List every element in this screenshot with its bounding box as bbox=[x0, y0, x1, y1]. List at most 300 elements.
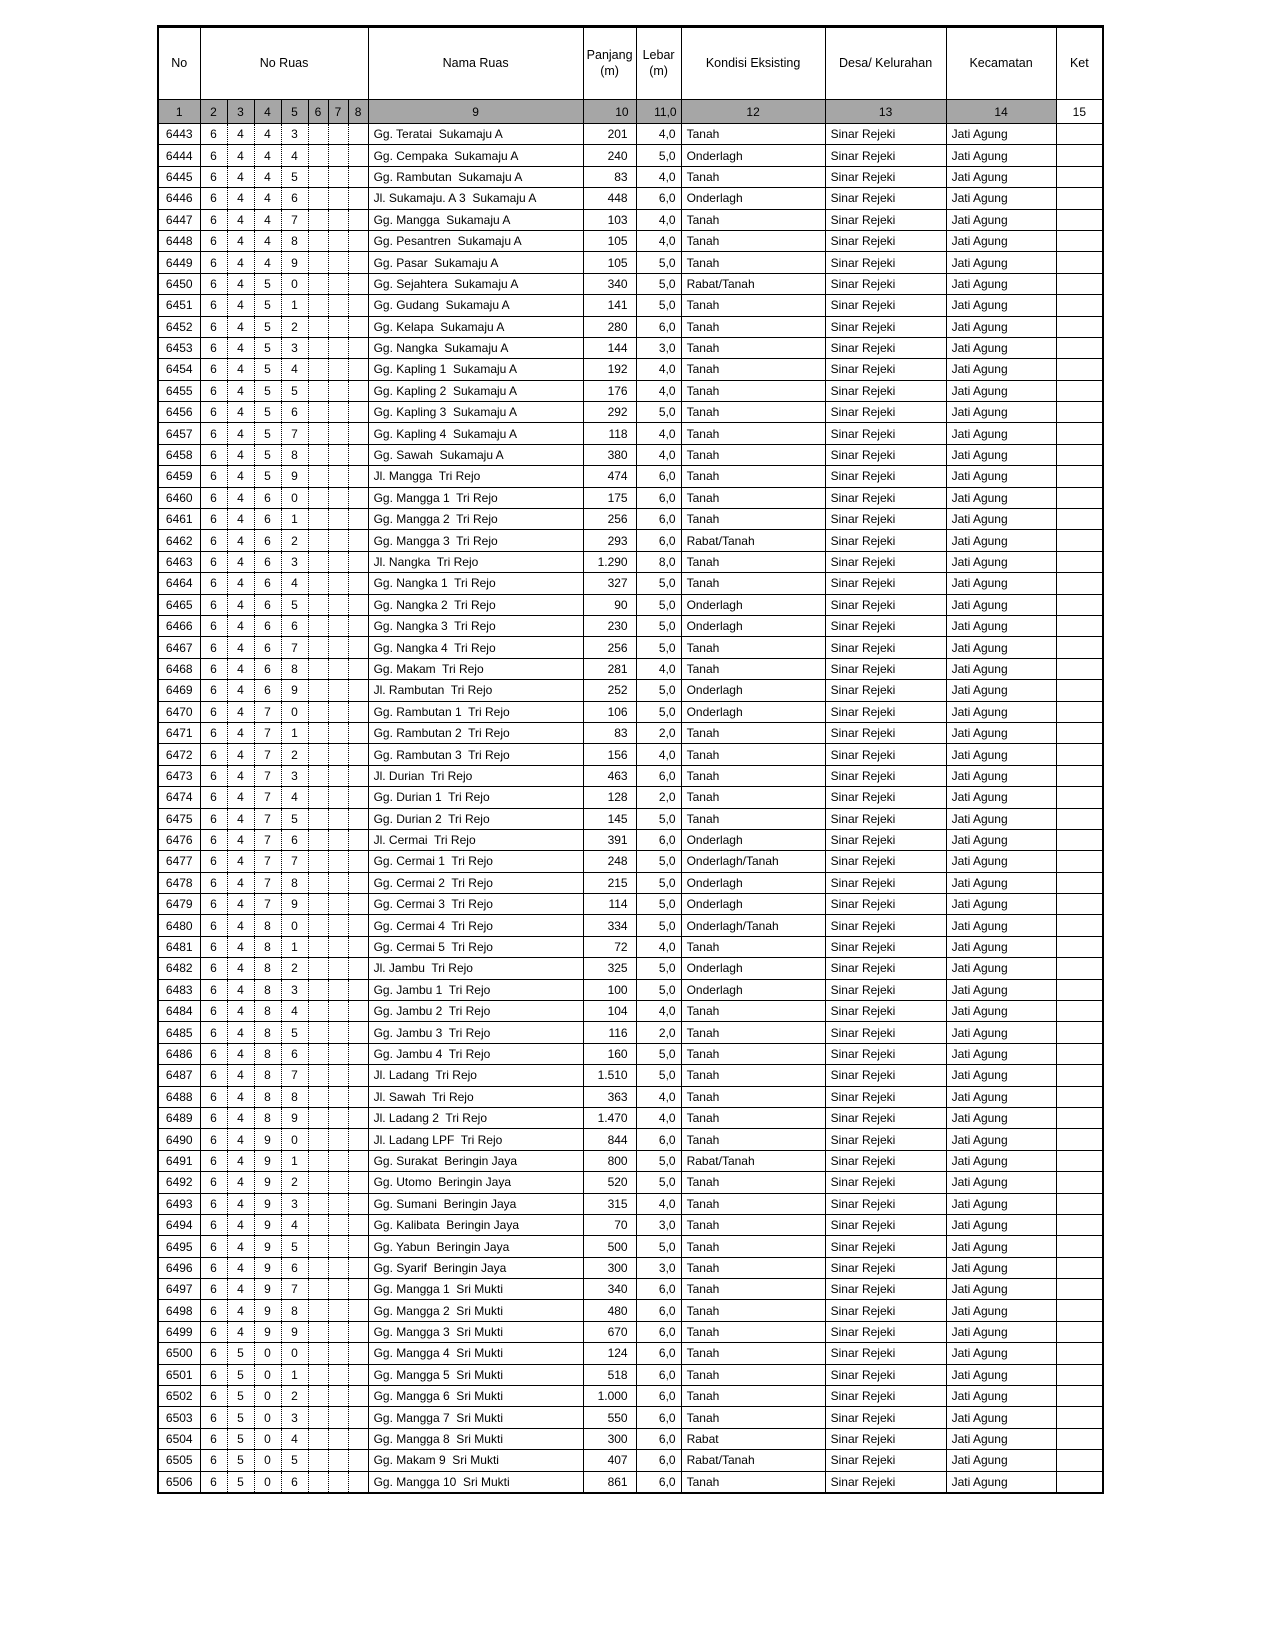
cell-desa-kelurahan: Sinar Rejeki bbox=[825, 295, 946, 316]
cell-panjang: 230 bbox=[583, 615, 636, 636]
cell-ruas-digit-5 bbox=[308, 1193, 328, 1214]
cell-ruas-digit-1: 6 bbox=[200, 1471, 227, 1492]
cell-ruas-digit-2: 4 bbox=[227, 936, 254, 957]
cell-lebar: 6,0 bbox=[636, 1343, 681, 1364]
cell-ruas-digit-5 bbox=[308, 402, 328, 423]
cell-kecamatan: Jati Agung bbox=[946, 1386, 1056, 1407]
cell-panjang: 520 bbox=[583, 1172, 636, 1193]
cell-desa-kelurahan: Sinar Rejeki bbox=[825, 936, 946, 957]
cell-ruas-digit-4: 3 bbox=[281, 765, 308, 786]
cell-panjang: 176 bbox=[583, 380, 636, 401]
cell-ruas-digit-3: 7 bbox=[254, 894, 281, 915]
header-row bbox=[158, 27, 1103, 100]
cell-ket bbox=[1056, 872, 1103, 893]
cell-ruas-digit-4: 9 bbox=[281, 1107, 308, 1128]
cell-ket bbox=[1056, 273, 1103, 294]
cell-kecamatan: Jati Agung bbox=[946, 295, 1056, 316]
cell-nama-ruas: Gg. Mangga 6 Sri Mukti bbox=[368, 1386, 583, 1407]
cell-ruas-digit-2: 4 bbox=[227, 1300, 254, 1321]
cell-kondisi-eksisting: Tanah bbox=[681, 252, 825, 273]
cell-ruas-digit-1: 6 bbox=[200, 1257, 227, 1278]
cell-ruas-digit-1: 6 bbox=[200, 423, 227, 444]
cell-desa-kelurahan: Sinar Rejeki bbox=[825, 615, 946, 636]
table-row bbox=[158, 744, 1103, 765]
cell-ruas-digit-6 bbox=[328, 872, 348, 893]
cell-panjang: 201 bbox=[583, 124, 636, 145]
cell-no: 6465 bbox=[158, 594, 200, 615]
cell-kondisi-eksisting: Tanah bbox=[681, 466, 825, 487]
cell-ruas-digit-5 bbox=[308, 808, 328, 829]
cell-kecamatan: Jati Agung bbox=[946, 230, 1056, 251]
cell-panjang: 100 bbox=[583, 979, 636, 1000]
cell-kondisi-eksisting: Tanah bbox=[681, 380, 825, 401]
cell-ruas-digit-1: 6 bbox=[200, 1001, 227, 1022]
cell-ruas-digit-3: 6 bbox=[254, 594, 281, 615]
cell-nama-ruas: Jl. Ladang LPF Tri Rejo bbox=[368, 1129, 583, 1150]
cell-desa-kelurahan: Sinar Rejeki bbox=[825, 1300, 946, 1321]
cell-desa-kelurahan: Sinar Rejeki bbox=[825, 1214, 946, 1235]
cell-kondisi-eksisting: Tanah bbox=[681, 124, 825, 145]
cell-ket bbox=[1056, 1279, 1103, 1300]
cell-panjang: 128 bbox=[583, 787, 636, 808]
cell-kecamatan: Jati Agung bbox=[946, 1022, 1056, 1043]
cell-ruas-digit-6 bbox=[328, 1257, 348, 1278]
cell-ruas-digit-5 bbox=[308, 1407, 328, 1428]
cell-ket bbox=[1056, 915, 1103, 936]
cell-kondisi-eksisting: Tanah bbox=[681, 444, 825, 465]
cell-kecamatan: Jati Agung bbox=[946, 872, 1056, 893]
cell-panjang: 300 bbox=[583, 1428, 636, 1449]
cell-ruas-digit-1: 6 bbox=[200, 1172, 227, 1193]
cell-ket bbox=[1056, 765, 1103, 786]
cell-ruas-digit-5 bbox=[308, 744, 328, 765]
table-row bbox=[158, 1022, 1103, 1043]
cell-ket bbox=[1056, 1065, 1103, 1086]
cell-panjang: 160 bbox=[583, 1043, 636, 1064]
cell-no: 6484 bbox=[158, 1001, 200, 1022]
cell-ruas-digit-7 bbox=[348, 530, 368, 551]
cell-ruas-digit-4: 5 bbox=[281, 100, 308, 124]
cell-lebar: 5,0 bbox=[636, 273, 681, 294]
cell-ruas-digit-6 bbox=[328, 124, 348, 145]
cell-ruas-digit-3: 6 bbox=[254, 680, 281, 701]
cell-no: 6447 bbox=[158, 209, 200, 230]
cell-ruas-digit-3: 6 bbox=[254, 637, 281, 658]
cell-kondisi-eksisting: Onderlagh bbox=[681, 829, 825, 850]
table-row bbox=[158, 273, 1103, 294]
cell-desa-kelurahan: Sinar Rejeki bbox=[825, 787, 946, 808]
cell-ruas-digit-6 bbox=[328, 316, 348, 337]
cell-ruas-digit-5 bbox=[308, 851, 328, 872]
cell-ruas-digit-5 bbox=[308, 1386, 328, 1407]
cell-ruas-digit-4: 4 bbox=[281, 1214, 308, 1235]
cell-ruas-digit-6 bbox=[328, 252, 348, 273]
cell-desa-kelurahan: Sinar Rejeki bbox=[825, 1001, 946, 1022]
cell-ruas-digit-6 bbox=[328, 1150, 348, 1171]
cell-ruas-digit-2: 4 bbox=[227, 851, 254, 872]
cell-ruas-digit-5 bbox=[308, 637, 328, 658]
cell-ruas-digit-4: 0 bbox=[281, 1343, 308, 1364]
cell-no: 6490 bbox=[158, 1129, 200, 1150]
cell-nama-ruas: Gg. Yabun Beringin Jaya bbox=[368, 1236, 583, 1257]
cell-nama-ruas: Gg. Makam 9 Sri Mukti bbox=[368, 1450, 583, 1471]
cell-panjang: 363 bbox=[583, 1086, 636, 1107]
cell-ruas-digit-3: 6 bbox=[254, 658, 281, 679]
cell-ruas-digit-5 bbox=[308, 230, 328, 251]
cell-ruas-digit-5 bbox=[308, 722, 328, 743]
cell-nama-ruas: Jl. Mangga Tri Rejo bbox=[368, 466, 583, 487]
cell-no: 6473 bbox=[158, 765, 200, 786]
cell-desa-kelurahan: Sinar Rejeki bbox=[825, 466, 946, 487]
cell-nama-ruas: Gg. Mangga 1 Tri Rejo bbox=[368, 487, 583, 508]
cell-no: 6476 bbox=[158, 829, 200, 850]
cell-nama-ruas: Gg. Teratai Sukamaju A bbox=[368, 124, 583, 145]
cell-ruas-digit-4: 2 bbox=[281, 744, 308, 765]
cell-ruas-digit-4: 0 bbox=[281, 273, 308, 294]
cell-ruas-digit-6 bbox=[328, 359, 348, 380]
cell-desa-kelurahan: Sinar Rejeki bbox=[825, 701, 946, 722]
cell-ruas-digit-7 bbox=[348, 1193, 368, 1214]
cell-no: 6496 bbox=[158, 1257, 200, 1278]
cell-nama-ruas: Jl. Sawah Tri Rejo bbox=[368, 1086, 583, 1107]
cell-kondisi-eksisting: Tanah bbox=[681, 1407, 825, 1428]
cell-ruas-digit-4: 1 bbox=[281, 1364, 308, 1385]
cell-ruas-digit-3: 9 bbox=[254, 1193, 281, 1214]
cell-ruas-digit-3: 0 bbox=[254, 1386, 281, 1407]
cell-ruas-digit-2: 4 bbox=[227, 808, 254, 829]
cell-ruas-digit-1: 6 bbox=[200, 829, 227, 850]
cell-ruas-digit-6 bbox=[328, 680, 348, 701]
table-row bbox=[158, 1150, 1103, 1171]
cell-nama-ruas: Gg. Mangga 10 Sri Mukti bbox=[368, 1471, 583, 1492]
cell-ruas-digit-6 bbox=[328, 1450, 348, 1471]
cell-ruas-digit-5 bbox=[308, 573, 328, 594]
table-row bbox=[158, 530, 1103, 551]
cell-desa-kelurahan: Sinar Rejeki bbox=[825, 1172, 946, 1193]
cell-kondisi-eksisting: Tanah bbox=[681, 573, 825, 594]
cell-kecamatan: Jati Agung bbox=[946, 894, 1056, 915]
cell-nama-ruas: Gg. Gudang Sukamaju A bbox=[368, 295, 583, 316]
cell-lebar: 4,0 bbox=[636, 744, 681, 765]
cell-ruas-digit-3: 5 bbox=[254, 316, 281, 337]
road-register-table bbox=[157, 25, 1104, 1494]
cell-ruas-digit-2: 4 bbox=[227, 209, 254, 230]
cell-kondisi-eksisting: Tanah bbox=[681, 765, 825, 786]
header-no-ruas: No Ruas bbox=[200, 27, 368, 100]
cell-lebar: 5,0 bbox=[636, 894, 681, 915]
cell-ruas-digit-1: 6 bbox=[200, 637, 227, 658]
cell-ket bbox=[1056, 423, 1103, 444]
cell-ket bbox=[1056, 1001, 1103, 1022]
cell-ruas-digit-5 bbox=[308, 295, 328, 316]
table-row bbox=[158, 1300, 1103, 1321]
cell-ruas-digit-6 bbox=[328, 1279, 348, 1300]
cell-ruas-digit-2: 4 bbox=[227, 295, 254, 316]
cell-nama-ruas: Gg. Nangka 4 Tri Rejo bbox=[368, 637, 583, 658]
cell-ruas-digit-6 bbox=[328, 594, 348, 615]
table-row bbox=[158, 337, 1103, 358]
table-row bbox=[158, 1043, 1103, 1064]
cell-nama-ruas: Gg. Rambutan Sukamaju A bbox=[368, 166, 583, 187]
table-row bbox=[158, 872, 1103, 893]
cell-ruas-digit-4: 5 bbox=[281, 1450, 308, 1471]
cell-panjang: 380 bbox=[583, 444, 636, 465]
cell-ruas-digit-4: 4 bbox=[281, 359, 308, 380]
cell-ruas-digit-7 bbox=[348, 936, 368, 957]
cell-kondisi-eksisting: Tanah bbox=[681, 337, 825, 358]
cell-panjang: 448 bbox=[583, 188, 636, 209]
cell-no: 6458 bbox=[158, 444, 200, 465]
cell-kondisi-eksisting: Tanah bbox=[681, 1343, 825, 1364]
cell-ruas-digit-6 bbox=[328, 509, 348, 530]
cell-kondisi-eksisting: Tanah bbox=[681, 1129, 825, 1150]
cell-ket bbox=[1056, 1129, 1103, 1150]
cell-no: 6480 bbox=[158, 915, 200, 936]
table-row bbox=[158, 1107, 1103, 1128]
cell-ruas-digit-1: 6 bbox=[200, 1065, 227, 1086]
cell-ruas-digit-7 bbox=[348, 851, 368, 872]
cell-panjang: 500 bbox=[583, 1236, 636, 1257]
cell-panjang: 83 bbox=[583, 722, 636, 743]
cell-desa-kelurahan: Sinar Rejeki bbox=[825, 722, 946, 743]
cell-desa-kelurahan: Sinar Rejeki bbox=[825, 1065, 946, 1086]
cell-ruas-digit-7 bbox=[348, 509, 368, 530]
cell-ket bbox=[1056, 145, 1103, 166]
cell-no: 6499 bbox=[158, 1321, 200, 1342]
table-row bbox=[158, 1343, 1103, 1364]
cell-kondisi-eksisting: Tanah bbox=[681, 1364, 825, 1385]
cell-lebar: 6,0 bbox=[636, 1428, 681, 1449]
cell-no: 6450 bbox=[158, 273, 200, 294]
cell-ruas-digit-5 bbox=[308, 188, 328, 209]
cell-lebar: 5,0 bbox=[636, 958, 681, 979]
cell-ruas-digit-1: 6 bbox=[200, 402, 227, 423]
cell-kecamatan: Jati Agung bbox=[946, 936, 1056, 957]
cell-ket bbox=[1056, 936, 1103, 957]
table-header bbox=[158, 27, 1103, 124]
cell-ket bbox=[1056, 1471, 1103, 1492]
table-row bbox=[158, 551, 1103, 572]
table-row bbox=[158, 894, 1103, 915]
cell-panjang: 1.000 bbox=[583, 1386, 636, 1407]
cell-kondisi-eksisting: Tanah bbox=[681, 359, 825, 380]
cell-ruas-digit-4: 9 bbox=[281, 894, 308, 915]
table-row bbox=[158, 145, 1103, 166]
cell-lebar: 4,0 bbox=[636, 1107, 681, 1128]
cell-ruas-digit-1: 6 bbox=[200, 273, 227, 294]
cell-nama-ruas: Gg. Mangga 3 Tri Rejo bbox=[368, 530, 583, 551]
cell-ruas-digit-1: 6 bbox=[200, 979, 227, 1000]
cell-desa-kelurahan: Sinar Rejeki bbox=[825, 1043, 946, 1064]
cell-ruas-digit-3: 0 bbox=[254, 1428, 281, 1449]
table-row bbox=[158, 851, 1103, 872]
cell-desa-kelurahan: Sinar Rejeki bbox=[825, 744, 946, 765]
header-ket: Ket bbox=[1056, 27, 1103, 100]
cell-ruas-digit-6 bbox=[328, 573, 348, 594]
cell-ruas-digit-6 bbox=[328, 380, 348, 401]
cell-ruas-digit-3: 5 bbox=[254, 423, 281, 444]
cell-no: 6455 bbox=[158, 380, 200, 401]
cell-ket bbox=[1056, 316, 1103, 337]
cell-ruas-digit-3: 8 bbox=[254, 1107, 281, 1128]
cell-ruas-digit-3: 5 bbox=[254, 444, 281, 465]
cell-ruas-digit-7 bbox=[348, 637, 368, 658]
cell-ruas-digit-7 bbox=[348, 1407, 368, 1428]
cell-no: 6483 bbox=[158, 979, 200, 1000]
cell-no: 6469 bbox=[158, 680, 200, 701]
cell-no: 6464 bbox=[158, 573, 200, 594]
cell-lebar: 6,0 bbox=[636, 1321, 681, 1342]
cell-ruas-digit-5 bbox=[308, 1001, 328, 1022]
cell-ruas-digit-7 bbox=[348, 1214, 368, 1235]
cell-ruas-digit-2: 4 bbox=[227, 1236, 254, 1257]
cell-ruas-digit-6 bbox=[328, 444, 348, 465]
cell-ruas-digit-1: 6 bbox=[200, 722, 227, 743]
cell-ruas-digit-7 bbox=[348, 423, 368, 444]
cell-ruas-digit-3: 7 bbox=[254, 744, 281, 765]
cell-ket bbox=[1056, 979, 1103, 1000]
cell-no: 6478 bbox=[158, 872, 200, 893]
cell-ruas-digit-1: 6 bbox=[200, 872, 227, 893]
cell-desa-kelurahan: Sinar Rejeki bbox=[825, 808, 946, 829]
cell-ruas-digit-1: 6 bbox=[200, 573, 227, 594]
cell-lebar: 5,0 bbox=[636, 1236, 681, 1257]
cell-kecamatan: Jati Agung bbox=[946, 1214, 1056, 1235]
cell-desa-kelurahan: Sinar Rejeki bbox=[825, 209, 946, 230]
cell-nama-ruas: 9 bbox=[368, 100, 583, 124]
cell-nama-ruas: Gg. Cempaka Sukamaju A bbox=[368, 145, 583, 166]
cell-nama-ruas: Gg. Mangga 1 Sri Mukti bbox=[368, 1279, 583, 1300]
cell-ruas-digit-3: 9 bbox=[254, 1214, 281, 1235]
cell-nama-ruas: Jl. Sukamaju. A 3 Sukamaju A bbox=[368, 188, 583, 209]
cell-panjang: 141 bbox=[583, 295, 636, 316]
cell-ruas-digit-4: 3 bbox=[281, 337, 308, 358]
cell-panjang: 124 bbox=[583, 1343, 636, 1364]
cell-ruas-digit-4: 6 bbox=[281, 829, 308, 850]
cell-kecamatan: Jati Agung bbox=[946, 1321, 1056, 1342]
cell-desa-kelurahan: Sinar Rejeki bbox=[825, 551, 946, 572]
cell-ruas-digit-5 bbox=[308, 359, 328, 380]
cell-panjang: 391 bbox=[583, 829, 636, 850]
cell-ruas-digit-7 bbox=[348, 1428, 368, 1449]
cell-kecamatan: Jati Agung bbox=[946, 402, 1056, 423]
cell-desa-kelurahan: Sinar Rejeki bbox=[825, 145, 946, 166]
cell-ruas-digit-3: 4 bbox=[254, 252, 281, 273]
cell-nama-ruas: Gg. Mangga 3 Sri Mukti bbox=[368, 1321, 583, 1342]
cell-no: 6501 bbox=[158, 1364, 200, 1385]
cell-ket bbox=[1056, 1214, 1103, 1235]
cell-ruas-digit-5 bbox=[308, 487, 328, 508]
cell-no: 6444 bbox=[158, 145, 200, 166]
cell-panjang: 300 bbox=[583, 1257, 636, 1278]
cell-ruas-digit-6 bbox=[328, 1236, 348, 1257]
cell-ruas-digit-1: 6 bbox=[200, 1043, 227, 1064]
cell-ruas-digit-6 bbox=[328, 851, 348, 872]
cell-kondisi-eksisting: Tanah bbox=[681, 402, 825, 423]
cell-kecamatan: Jati Agung bbox=[946, 1043, 1056, 1064]
cell-ruas-digit-1: 6 bbox=[200, 124, 227, 145]
cell-nama-ruas: Gg. Cermai 1 Tri Rejo bbox=[368, 851, 583, 872]
cell-panjang: 156 bbox=[583, 744, 636, 765]
cell-ruas-digit-1: 6 bbox=[200, 1407, 227, 1428]
cell-kecamatan: Jati Agung bbox=[946, 1150, 1056, 1171]
cell-ruas-digit-6 bbox=[328, 1172, 348, 1193]
cell-lebar: 6,0 bbox=[636, 509, 681, 530]
cell-ruas-digit-5 bbox=[308, 1107, 328, 1128]
cell-ruas-digit-5 bbox=[308, 1364, 328, 1385]
cell-ruas-digit-6 bbox=[328, 1043, 348, 1064]
table-row bbox=[158, 1386, 1103, 1407]
cell-ket bbox=[1056, 466, 1103, 487]
cell-ruas-digit-4: 0 bbox=[281, 1129, 308, 1150]
cell-panjang: 334 bbox=[583, 915, 636, 936]
cell-ruas-digit-7 bbox=[348, 573, 368, 594]
cell-ruas-digit-1: 6 bbox=[200, 1236, 227, 1257]
cell-lebar: 4,0 bbox=[636, 380, 681, 401]
cell-nama-ruas: Gg. Durian 2 Tri Rejo bbox=[368, 808, 583, 829]
cell-kondisi-eksisting: Tanah bbox=[681, 230, 825, 251]
cell-ruas-digit-7 bbox=[348, 166, 368, 187]
cell-ruas-digit-3: 0 bbox=[254, 1343, 281, 1364]
cell-nama-ruas: Gg. Pesantren Sukamaju A bbox=[368, 230, 583, 251]
cell-no: 6474 bbox=[158, 787, 200, 808]
cell-ruas-digit-4: 4 bbox=[281, 787, 308, 808]
cell-kecamatan: Jati Agung bbox=[946, 551, 1056, 572]
cell-ruas-digit-6 bbox=[328, 722, 348, 743]
cell-lebar: 6,0 bbox=[636, 1279, 681, 1300]
table-row bbox=[158, 1428, 1103, 1449]
cell-kondisi-eksisting: Onderlagh bbox=[681, 188, 825, 209]
cell-ruas-digit-2: 5 bbox=[227, 1407, 254, 1428]
cell-ruas-digit-2: 4 bbox=[227, 1321, 254, 1342]
cell-ket bbox=[1056, 787, 1103, 808]
cell-desa-kelurahan: Sinar Rejeki bbox=[825, 273, 946, 294]
cell-ruas-digit-3: 6 bbox=[254, 573, 281, 594]
cell-desa-kelurahan: Sinar Rejeki bbox=[825, 851, 946, 872]
cell-ruas-digit-7 bbox=[348, 1001, 368, 1022]
cell-ruas-digit-3: 9 bbox=[254, 1150, 281, 1171]
cell-ket bbox=[1056, 701, 1103, 722]
cell-ruas-digit-3: 5 bbox=[254, 273, 281, 294]
cell-ruas-digit-1: 6 bbox=[200, 444, 227, 465]
cell-ruas-digit-4: 5 bbox=[281, 808, 308, 829]
cell-lebar: 4,0 bbox=[636, 166, 681, 187]
cell-nama-ruas: Jl. Durian Tri Rejo bbox=[368, 765, 583, 786]
cell-ruas-digit-7 bbox=[348, 1129, 368, 1150]
cell-ruas-digit-4: 7 bbox=[281, 209, 308, 230]
cell-nama-ruas: Gg. Sejahtera Sukamaju A bbox=[368, 273, 583, 294]
column-number-row bbox=[158, 100, 1103, 124]
cell-kondisi-eksisting: Onderlagh bbox=[681, 594, 825, 615]
cell-ruas-digit-3: 8 bbox=[254, 979, 281, 1000]
cell-ruas-digit-5 bbox=[308, 166, 328, 187]
cell-kecamatan: Jati Agung bbox=[946, 1001, 1056, 1022]
cell-desa-kelurahan: Sinar Rejeki bbox=[825, 1086, 946, 1107]
cell-lebar: 3,0 bbox=[636, 337, 681, 358]
cell-kecamatan: Jati Agung bbox=[946, 423, 1056, 444]
cell-kecamatan: Jati Agung bbox=[946, 316, 1056, 337]
cell-ruas-digit-5 bbox=[308, 1428, 328, 1449]
cell-ruas-digit-5 bbox=[308, 1086, 328, 1107]
cell-ruas-digit-6 bbox=[328, 658, 348, 679]
cell-ruas-digit-4: 5 bbox=[281, 594, 308, 615]
cell-nama-ruas: Gg. Cermai 2 Tri Rejo bbox=[368, 872, 583, 893]
cell-ruas-digit-1: 6 bbox=[200, 958, 227, 979]
table-row bbox=[158, 915, 1103, 936]
cell-ruas-digit-7 bbox=[348, 915, 368, 936]
cell-nama-ruas: Jl. Nangka Tri Rejo bbox=[368, 551, 583, 572]
cell-lebar: 6,0 bbox=[636, 487, 681, 508]
